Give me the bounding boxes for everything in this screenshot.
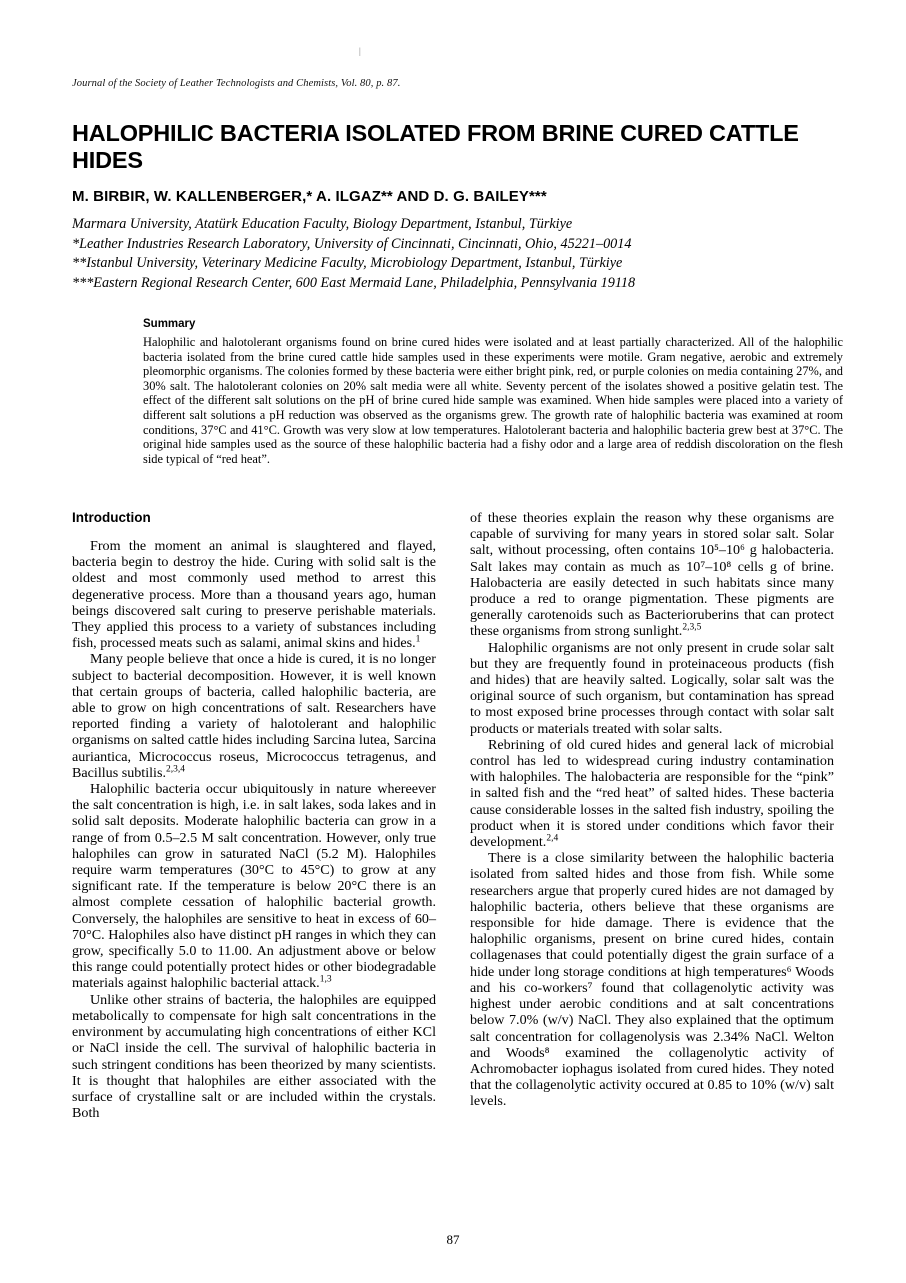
- column-left: [72, 510, 436, 1121]
- journal-citation-line: Journal of the Society of Leather Technologists and Chemists, Vol. 80, p. 87.: [72, 78, 401, 89]
- page-number: 87: [446, 1232, 460, 1247]
- summary-text: Halophilic and halotolerant organisms found on brine cured hides were isolated and at least partially characterized. All of the halophilic bacteria isolated from the brine cured cattle hide samples used in these experiments were motile. Gram negative, aerobic and extremely pleomorphic organisms. The colonies formed by these bacteria were either bright pink, red, or purple colonies on media containing 27%, and 30% salt. The halotolerant colonies on 20% salt media were all white. Seventy percent of the isolates showed a positive gelatin test. The effect of the different salt solutions on the pH of brine cured hide sample was examined. When hide samples were placed into a variety of different salt solutions a pH reduction was observed as the organisms grew. The growth rate of halophilic bacteria was examined at room conditions, 37°C and 41°C. Growth was very slow at low temperatures. Halotolerant bacteria and halophilic bacteria grew best at 37°C. The original hide samples used as the source of these halophilic bacteria had a fishy odor and a large area of reddish discoloration on the flesh side typical of “red heat”.: [143, 335, 843, 466]
- paragraph-text: Halophilic bacteria occur ubiquitously in nature whereever the salt concentration is high, i.e. in salt lakes, soda lakes and in solid salt deposits. Moderate halophilic bacteria can grow in a range of from 0.5–2.5 M salt concentration. However, only true halophiles can grow in saturated NaCl (5.2 M). Halophiles require warm temperatures (30°C to 45°C) to grow at any significant rate. If the temperature is below 20°C there is an almost complete cessation of halophilic bacterial growth. Conversely, the halophiles are sensitive to heat in excess of 60–70°C. Halophiles also have distinct pH ranges in which they can grow, specifically 5.0 to 11.00. An adjustment above or below this range could potentially protect hides or other biodegradable materials against halophilic bacterial attack.: [72, 781, 436, 992]
- author-list: M. BIRBIR, W. KALLENBERGER,* A. ILGAZ** AND D. G. BAILEY***: [72, 188, 547, 205]
- paragraph: [72, 538, 436, 651]
- paragraph-text: Halophilic organisms are not only present in crude solar salt but they are frequently found in proteinaceous products (fish and hides) that are heavily salted. Logically, solar salt was the original source of such organism, but contamination has spread to most exposed brine processes through contact with solar salt products or materials treated with solar salts.: [470, 639, 834, 737]
- body-columns: [72, 510, 834, 1210]
- affiliation-item: **Istanbul University, Veterinary Medicine Faculty, Microbiology Department, Istanbul, Türkiye: [72, 255, 623, 272]
- column-right: [470, 510, 834, 1110]
- reference-marker: 2,3,5: [682, 622, 702, 633]
- affiliation-item: *Leather Industries Research Laboratory, University of Cincinnati, Cincinnati, Ohio, 45221–0014: [72, 235, 632, 252]
- page-title: HALOPHILIC BACTERIA ISOLATED FROM BRINE CURED CATTLE HIDES: [72, 120, 799, 173]
- paragraph-text: Many people believe that once a hide is cured, it is no longer subject to bacterial decomposition. However, it is well known that certain groups of bacteria, called halophilic bacteria, are able to grow on high concentrations of salt. Researchers have reported finding a variety of halotolerant and halophilic organisms on salted cattle hides including Sarcina lutea, Sarcina auriantica, Micrococcus roseus, Micrococcus tetragenus, and Bacillus subtilis.: [72, 651, 436, 781]
- paragraph-text: Unlike other strains of bacteria, the halophiles are equipped metabolically to compensate for high salt concentrations in the environment by accumulating high concentrations of either KCl or NaCl inside the cell. The survival of halophilic bacteria in such stringent conditions has been theorized by many scientists. It is thought that halophiles are either associated with the surface of crystalline salt or are included within the crystals. Both: [72, 991, 436, 1122]
- reference-marker: 2,4: [546, 833, 559, 844]
- affiliation-list: [72, 215, 862, 293]
- reference-marker: 1: [415, 634, 421, 645]
- paragraph: [470, 737, 834, 850]
- summary-section: [143, 318, 843, 466]
- paragraph: [72, 651, 436, 781]
- paragraph: [470, 850, 834, 1109]
- affiliation-item: ***Eastern Regional Research Center, 600 East Mermaid Lane, Philadelphia, Pennsylvania 19118: [72, 274, 636, 291]
- paragraph-text: There is a close similarity between the halophilic bacteria isolated from salted hides and those from fish. While some researchers argue that properly cured hides are not damaged by halophilic bacteria, others believe that these organisms are responsible for hide damage. There is evidence that the halophilic organisms, present on brine cured hides, contain collagenases that could potentially digest the grain surface of a hide under long storage conditions at high temperatures⁶ Woods and his co-workers⁷ found that collagenolytic activity was highest under aerobic conditions and at salt concentrations below 7.0% (w/v) NaCl. They also explained that the optimum salt concentration for collagenolysis was 2.34% NaCl. Welton and Woods⁸ examined the collagenolytic activity of Achromobacter iophagus isolated from cured hides. They noted that the collagenolytic activity occured at 0.85 to 10% (w/v) salt levels.: [470, 850, 834, 1110]
- page-top-mark: |: [359, 46, 361, 56]
- paragraph-text: of these theories explain the reason why these organisms are capable of surviving for many years in stored solar salt. Solar salt, without processing, often contains 10⁵–10⁶ g halobacteria. Salt lakes may contain as much as 10⁷–10⁸ cells g of brine. Halobacteria are easily detected in such habitats since many produce a red to orange pigmentation. These pigments are generally carotenoids such as Bacterioruberins that can protect these organisms from strong sunlight.: [470, 510, 834, 640]
- reference-marker: 1,3: [319, 974, 332, 985]
- paragraph: [470, 510, 834, 640]
- paragraph: [72, 992, 436, 1122]
- paragraph: [72, 781, 436, 992]
- affiliation-item: Marmara University, Atatürk Education Faculty, Biology Department, Istanbul, Türkiye: [72, 216, 573, 232]
- introduction-heading: Introduction: [72, 510, 151, 525]
- summary-heading: Summary: [143, 318, 196, 330]
- reference-marker: 2,3,4: [165, 764, 185, 775]
- paragraph: [470, 640, 834, 737]
- paragraph-text: From the moment an animal is slaughtered and flayed, bacteria begin to destroy the hide. Curing with solid salt is the oldest and most commonly used method to arrest this degenerative process. More than a thousand years ago, human beings discovered salt curing to preserve perishable materials. They applied this process to a variety of substances including fish, processed meats such as salami, animal skins and hides.: [72, 538, 436, 652]
- paragraph-text: Rebrining of old cured hides and general lack of microbial control has led to widespread curing industry contamination with halophiles. The halobacteria are responsible for the “pink” in salted fish and the “red heat” of salted hides. These bacteria cause considerable losses in the salted fish industry, spoiling the product when it is stored under conditions which favor their development.: [470, 736, 834, 851]
